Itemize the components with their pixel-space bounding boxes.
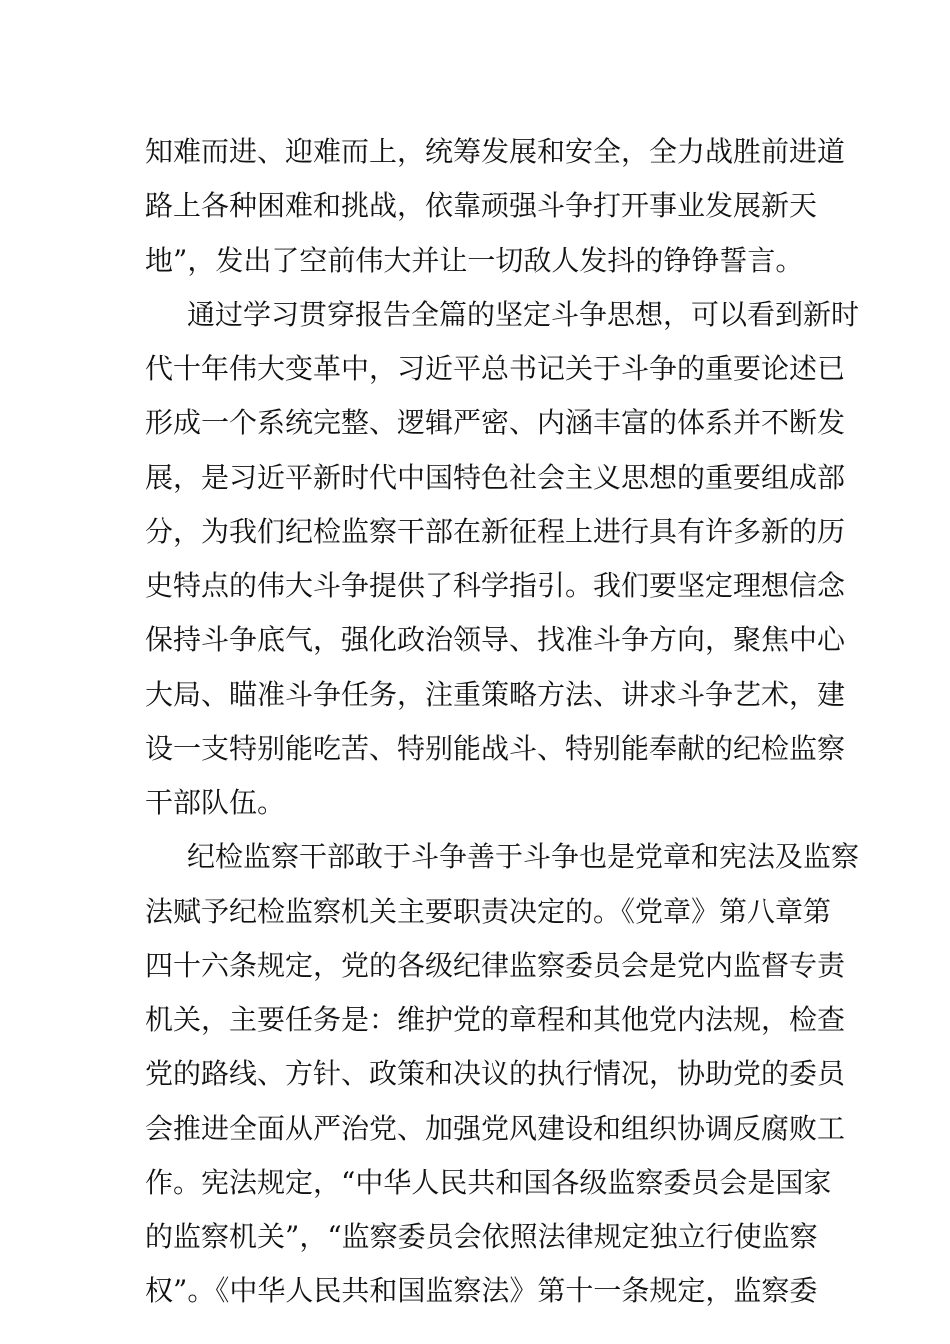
paragraph-3 — [145, 830, 860, 1318]
paragraph-1 — [145, 125, 846, 288]
text-line: 史特点的伟大斗争提供了科学指引。我们要坚定理想信念 — [145, 569, 846, 602]
text-line: 权”。《中华人民共和国监察法》第十一条规定，监察委 — [145, 1274, 818, 1308]
text-line: 四十六条规定，党的各级纪律监察委员会是党内监督专责 — [145, 948, 846, 982]
text-line: 形成一个系统完整、逻辑严密、内涵丰富的体系并不断发 — [145, 406, 846, 440]
text-line: 展，是习近平新时代中国特色社会主义思想的重要组成部 — [145, 460, 846, 494]
text-line: 通过学习贯穿报告全篇的坚定斗争思想，可以看到新时 — [187, 297, 860, 331]
text-line: 的监察机关”，“监察委员会依照法律规定独立行使监察 — [145, 1220, 818, 1253]
text-line: 党的路线、方针、政策和决议的执行情况，协助党的委员 — [145, 1057, 846, 1091]
text-line: 设一支特别能吃苦、特别能战斗、特别能奉献的纪检监察 — [145, 731, 846, 765]
text-line: 机关，主要任务是：维护党的章程和其他党内法规，检查 — [145, 1003, 846, 1036]
text-line: 法赋予纪检监察机关主要职责决定的。《党章》第八章第 — [145, 894, 832, 928]
text-line: 保持斗争底气，强化政治领导、找准斗争方向，聚焦中心 — [145, 623, 846, 657]
text-line: 干部队伍。 — [145, 786, 286, 819]
text-line: 大局、瞄准斗争任务，注重策略方法、讲求斗争艺术，建 — [145, 677, 846, 711]
text-line: 纪检监察干部敢于斗争善于斗争也是党章和宪法及监察 — [187, 840, 860, 874]
text-line: 代十年伟大变革中，习近平总书记关于斗争的重要论述已 — [145, 352, 846, 385]
text-line: 路上各种困难和挑战，依靠顽强斗争打开事业发展新天 — [145, 189, 818, 223]
paragraph-2 — [145, 288, 860, 831]
body-text — [145, 125, 860, 1319]
text-line: 地”，发出了空前伟大并让一切敌人发抖的铮铮誓言。 — [145, 243, 804, 277]
text-line: 分，为我们纪检监察干部在新征程上进行具有许多新的历 — [145, 514, 846, 548]
text-line: 知难而进、迎难而上，统筹发展和安全，全力战胜前进道 — [145, 135, 846, 168]
text-line: 作。宪法规定，“中华人民共和国各级监察委员会是国家 — [145, 1165, 832, 1199]
text-line: 会推进全面从严治党、加强党风建设和组织协调反腐败工 — [145, 1111, 846, 1145]
